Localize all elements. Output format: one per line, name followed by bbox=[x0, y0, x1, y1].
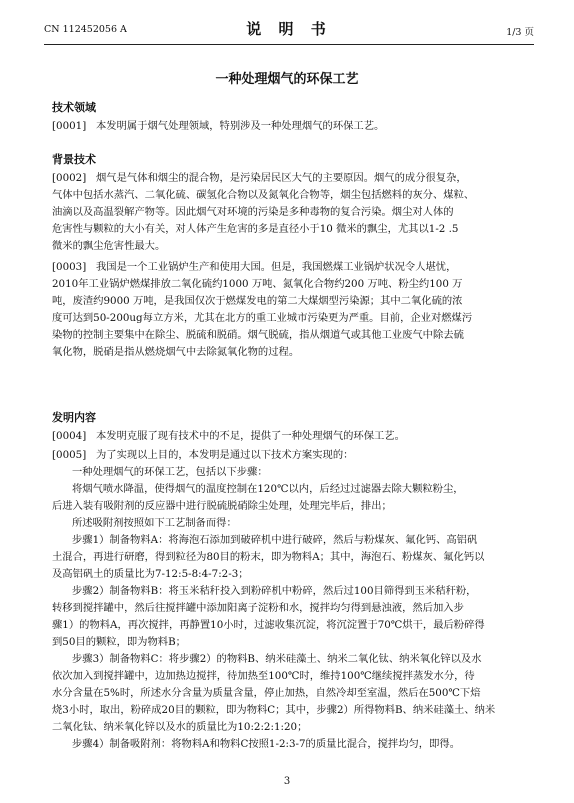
paragraph-line: 步骤2）制备物料B：将玉米秸秆投入到粉碎机中粉碎，然后过100目筛得到玉米秸秆粉， bbox=[72, 585, 477, 597]
section-heading-invention: 发明内容 bbox=[52, 411, 96, 424]
paragraph-line: 微米的飘尘危害性最大。 bbox=[52, 240, 166, 252]
page-indicator: 1/3 页 bbox=[506, 27, 534, 38]
paragraph-0004 bbox=[52, 428, 534, 445]
page-number: 3 bbox=[283, 776, 291, 787]
paragraph-0005 bbox=[52, 447, 534, 753]
paragraph-number: [0004] bbox=[52, 430, 87, 442]
paragraph-line: 度可达到50-200ug每立方米，尤其在北方的重工业城市污染更为严重。目前，企业对燃煤污 bbox=[52, 312, 473, 324]
paragraph-line: 所述吸附剂按照如下工艺制备而得： bbox=[72, 517, 237, 529]
paragraph-number: [0001] bbox=[52, 120, 87, 132]
paragraph-line: 我国是一个工业锅炉生产和使用大国。但是，我国燃煤工业锅炉状况令人堪忧， bbox=[96, 261, 457, 273]
paragraph-line: 烟气是气体和烟尘的混合物，是污染居民区大气的主要原因。烟气的成分很复杂， bbox=[96, 172, 467, 184]
paragraph-line: 步骤1）制备物料A：将海泡石添加到破碎机中进行破碎，然后与粉煤灰、氟化钙、高铝矾 bbox=[72, 534, 478, 546]
paragraph-number: [0005] bbox=[52, 449, 87, 461]
paragraph-line: 危害性与颗粒的大小有关，对人体产生危害的多是直径小于10 微米的飘尘，尤其以1-2 .5 bbox=[52, 223, 459, 235]
document-title: 一种处理烟气的环保工艺 bbox=[215, 72, 359, 87]
paragraph-0002 bbox=[52, 170, 534, 255]
patent-number: CN 112452056 A bbox=[44, 24, 127, 35]
paragraph-line: 烧3小时，取出，粉碎成20目的颗粒，即为物料C；其中，步骤2）所得物料B、纳米硅藻土、纳米 bbox=[52, 704, 496, 716]
paragraph-line: 转移到搅拌罐中，然后往搅拌罐中添加阳离子淀粉和水，搅拌均匀得到悬浊液，然后加入步 bbox=[52, 602, 464, 614]
paragraph-line: 氧化物，脱硝是指从燃烧烟气中去除氮氧化物的过程。 bbox=[52, 346, 300, 358]
paragraph-0003 bbox=[52, 259, 534, 361]
paragraph-line: 本发明克服了现有技术中的不足，提供了一种处理烟气的环保工艺。 bbox=[96, 430, 405, 442]
paragraph-number: [0003] bbox=[52, 261, 87, 273]
section-heading-background: 背景技术 bbox=[52, 153, 96, 166]
paragraph-line: 吨，废渣约9000 万吨，是我国仅次于燃煤发电的第二大煤烟型污染源；其中二氧化硫的浓 bbox=[52, 295, 463, 307]
paragraph-line: 到50目的颗粒，即为物料B； bbox=[52, 636, 186, 648]
section-heading-tech-field: 技术领域 bbox=[52, 101, 96, 114]
paragraph-line: 后进入装有吸附剂的反应器中进行脱硫脱硝除尘处理，处理完毕后，排出； bbox=[52, 500, 392, 512]
paragraph-number: [0002] bbox=[52, 172, 87, 184]
page-header bbox=[44, 18, 534, 45]
paragraph-line: 气体中包括水蒸汽、二氧化硫、碳氢化合物以及氮氧化合物等，烟尘包括燃料的灰分、煤粒、 bbox=[52, 189, 475, 201]
paragraph-line: 染物的控制主要集中在除尘、脱硫和脱硝。烟气脱硫，指从烟道气或其他工业废气中除去硫 bbox=[52, 329, 464, 341]
paragraph-line: 骤1）的物料A，再次搅拌，再静置10小时，过滤收集沉淀，将沉淀置于70℃烘干，最后粉碎得 bbox=[52, 619, 485, 631]
paragraph-line: 一种处理烟气的环保工艺，包括以下步骤： bbox=[72, 466, 268, 478]
paragraph-line: 步骤3）制备物料C：将步骤2）的物料B、纳米硅藻土、纳米二氧化钛、纳米氧化锌以及水 bbox=[72, 653, 482, 665]
paragraph-line: 水分含量在5%时，所述水分含量为质量含量，停止加热，自然冷却至室温，然后在500℃下焙 bbox=[52, 687, 481, 699]
paragraph-line: 油滴以及高温裂解产物等。因此烟气对环境的污染是多种毒物的复合污染。烟尘对人体的 bbox=[52, 206, 454, 218]
paragraph-line: 步骤4）制备吸附剂：将物料A和物料C按照1-2:3-7的质量比混合，搅拌均匀，即得。 bbox=[72, 738, 460, 750]
paragraph-line: 本发明属于烟气处理领域，特别涉及一种处理烟气的环保工艺。 bbox=[96, 120, 385, 132]
paragraph-line: 将烟气喷水降温，使得烟气的温度控制在120℃以内，后经过过滤器去除大颗粒粉尘， bbox=[72, 483, 464, 495]
paragraph-line: 2010年工业锅炉燃煤排放二氧化硫约1000 万吨、氮氧化合物约200 万吨、粉尘约100 万 bbox=[52, 278, 463, 290]
paragraph-line: 土混合，再进行研磨，得到粒径为80目的粉末，即为物料A；其中，海泡石、粉煤灰、氟化钙以 bbox=[52, 551, 485, 563]
paragraph-0001 bbox=[52, 118, 534, 135]
paragraph-line: 依次加入到搅拌罐中，边加热边搅拌，待加热至100℃时，维持100℃继续搅拌蒸发水分，待 bbox=[52, 670, 475, 682]
paragraph-line: 及高铝矾土的质量比为7-12:5-8:4-7:2-3； bbox=[52, 568, 249, 580]
document-type: 说 明 书 bbox=[246, 20, 332, 38]
paragraph-line: 二氧化钛、纳米氧化锌以及水的质量比为10:2:2:1:20； bbox=[52, 721, 308, 733]
paragraph-line: 为了实现以上目的，本发明是通过以下技术方案实现的： bbox=[96, 449, 354, 461]
